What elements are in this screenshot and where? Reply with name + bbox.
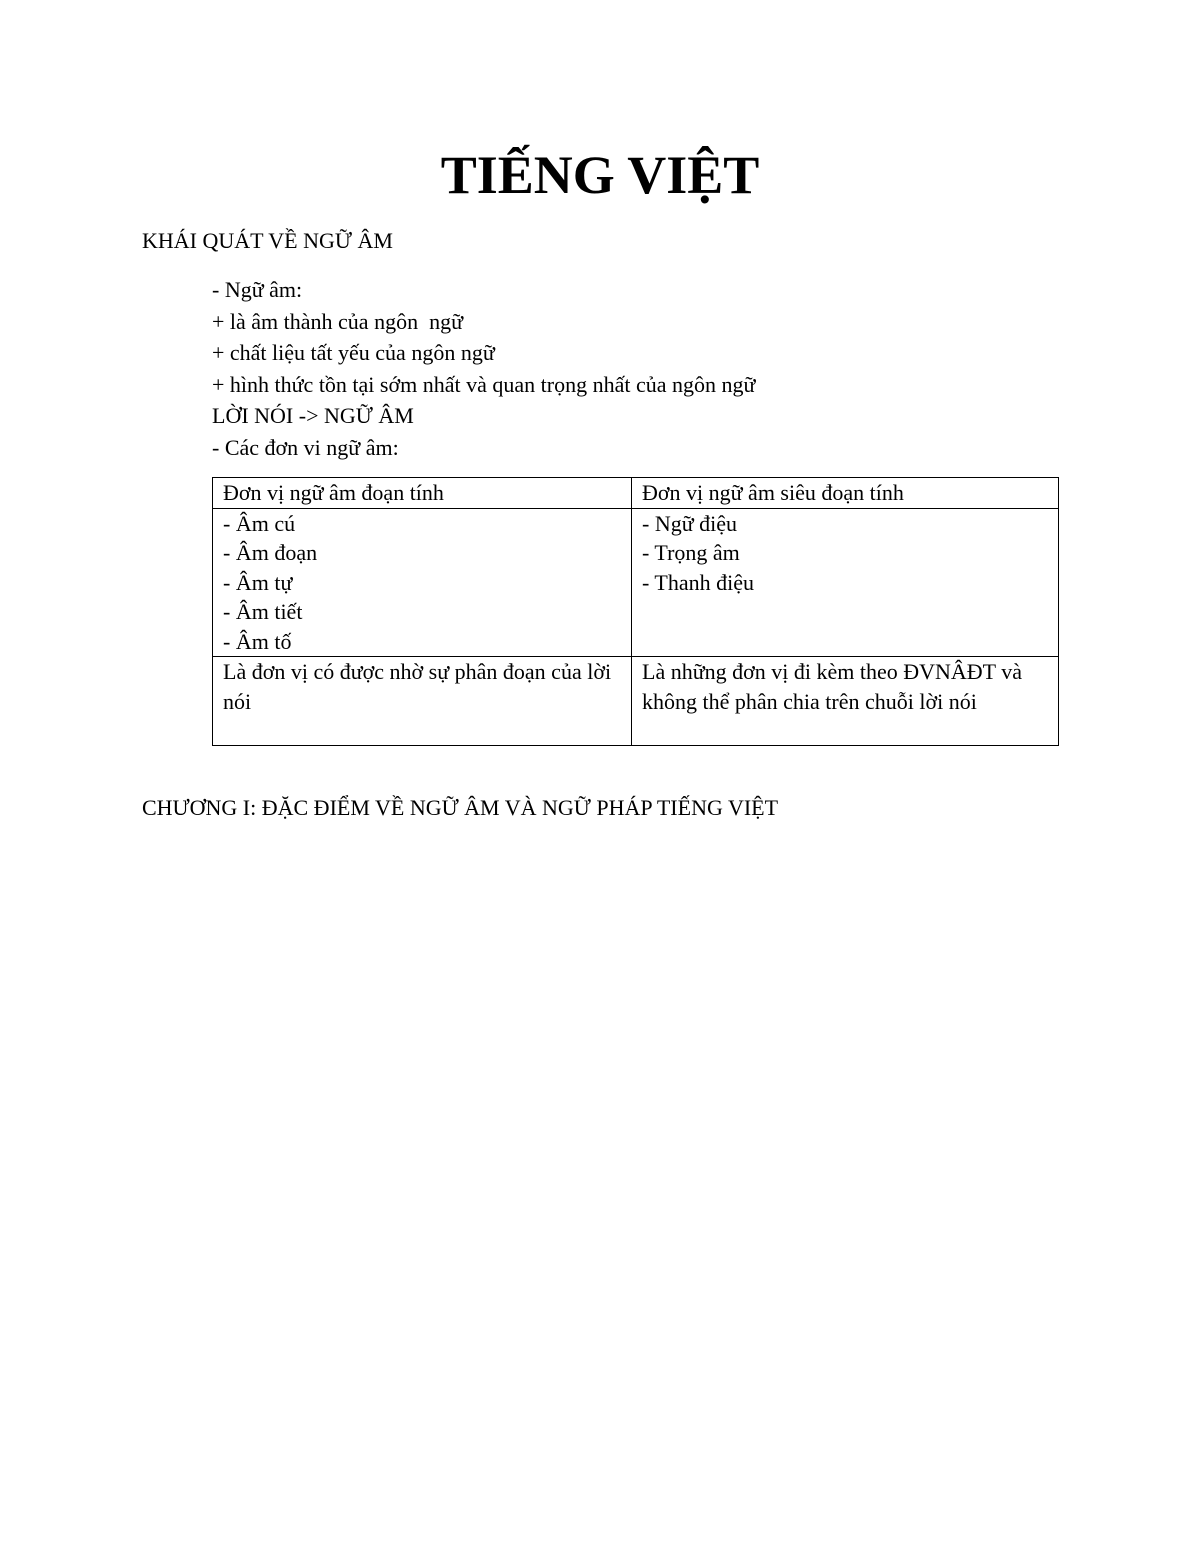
segmental-items-list xyxy=(223,509,621,657)
list-item: - Âm tiết xyxy=(223,599,303,624)
table-row-items xyxy=(213,508,1059,657)
suprasegmental-items-list xyxy=(642,509,1048,598)
intro-line: - Ngữ âm: xyxy=(212,277,303,302)
phonetic-units-table xyxy=(212,477,1059,746)
section-heading-chapter-one: CHƯƠNG I: ĐẶC ĐIỂM VỀ NGỮ ÂM VÀ NGỮ PHÁP TIẾNG VIỆT xyxy=(142,795,779,820)
segmental-items-cell xyxy=(213,508,632,657)
intro-line: LỜI NÓI -> NGỮ ÂM xyxy=(212,403,414,428)
suprasegmental-description-cell: Là những đơn vị đi kèm theo ĐVNÂĐT và không thể phân chia trên chuỗi lời nói xyxy=(632,657,1059,746)
header-segmental-units: Đơn vị ngữ âm đoạn tính xyxy=(213,478,632,509)
list-item: - Âm cú xyxy=(223,510,296,536)
table-header-row xyxy=(213,478,1059,509)
list-item: - Ngữ điệu xyxy=(642,510,738,536)
section-heading-phonetics-overview: KHÁI QUÁT VỀ NGỮ ÂM xyxy=(142,228,393,253)
list-item: - Trọng âm xyxy=(642,540,740,565)
list-item: - Âm tự xyxy=(223,569,293,595)
suprasegmental-items-cell xyxy=(632,508,1059,657)
intro-line: - Các đơn vi ngữ âm: xyxy=(212,434,399,460)
segmental-description-cell: Là đơn vị có được nhờ sự phân đoạn của lời nói xyxy=(213,657,632,746)
intro-line: + hình thức tồn tại sớm nhất và quan trọng nhất của ngôn ngữ xyxy=(212,371,756,397)
intro-line: + chất liệu tất yếu của ngôn ngữ xyxy=(212,340,495,365)
table-row-descriptions xyxy=(213,657,1059,746)
intro-line: + là âm thành của ngôn ngữ xyxy=(212,308,463,334)
list-item: - Thanh điệu xyxy=(642,569,755,595)
intro-lines xyxy=(212,274,755,463)
header-suprasegmental-units: Đơn vị ngữ âm siêu đoạn tính xyxy=(632,478,1059,509)
list-item: - Âm tố xyxy=(223,628,292,654)
page-title: TIẾNG VIỆT xyxy=(440,145,760,205)
list-item: - Âm đoạn xyxy=(223,540,318,565)
